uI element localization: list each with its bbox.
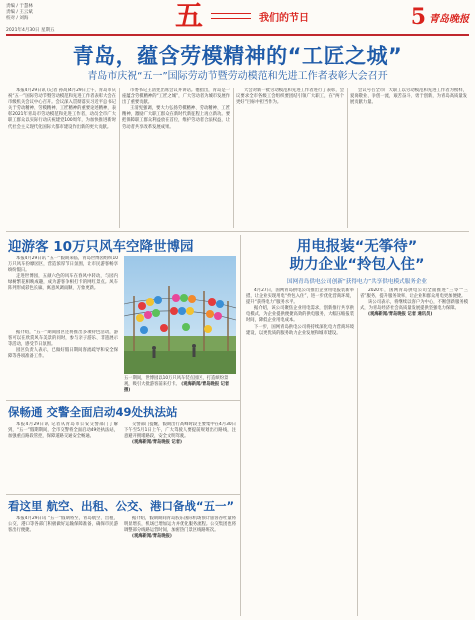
lead-paragraph: 会议号召全市广大职工以劳动模范和先进工作者为榜样，爱岗敬业、争创一流，艰苦奋斗、勇于创新，为青岛高质量发展贡献力量。	[350, 88, 467, 106]
traffic-paragraph: 交警部门提醒，假期出行高峰时段主要集中在4月30日下午至5月1日上午，广大驾驶人要提前规划出行路线，注意避开拥堵路段，安全文明驾驶。	[124, 422, 236, 440]
section-name: 我们的节日	[259, 12, 310, 24]
lead-column-2	[122, 88, 230, 228]
lead-column-3	[236, 88, 344, 228]
column-divider	[240, 235, 241, 616]
power-headline-line: 用电报装“无筝待”	[296, 239, 418, 255]
caption-text: 五一期间，世博园以10万只风车装点园区，打造缤纷景观，吸引大批游客前来打卡。	[124, 376, 229, 387]
transport-headline: 看这里 航空、出租、公交、港口备战“五一”	[8, 499, 235, 513]
power-headline-line: 助力企业“拎包入住”	[289, 257, 425, 273]
section-big-char: 五	[175, 0, 204, 32]
power-paragraph: 据介绍，该公司聚焦企业用电需求，创新推行共享供电模式，为企业提供便捷高效的供电服务，大幅压缩报装时间，降低企业用电成本。	[246, 306, 354, 324]
section-banner	[175, 2, 309, 30]
section-divider	[6, 400, 240, 401]
section-divider	[6, 494, 240, 495]
windmill-headline: 迎游客 10万只风车空降世博园	[8, 239, 194, 255]
windmill-paragraph: 本报4月29日讯 “五一”假期来临，青岛世博园组织10万只风车扮靡园区，营造浓厚节日氛围，让市民游客畅享缤纷假日。	[8, 256, 118, 274]
traffic-paragraph: 本报4月29日讯 记者从青岛市公安交警部门了解到，“五一”假期期间，全市交警将全面启动49处执法站，加强重点路段管控，保障道路交通安全畅通。	[8, 422, 118, 440]
column-divider	[357, 288, 358, 616]
lead-column-4	[350, 88, 467, 228]
column-divider	[233, 88, 234, 228]
lead-paragraph: 王清宪强调，要大力弘扬劳模精神、劳动精神、工匠精神，激励广大职工群众在新时代新征程上再立新功。要把保障职工群众利益放在首位，维护劳动者合法权益，让劳动者共享改革发展成果。	[122, 106, 230, 130]
traffic-column-1	[8, 422, 118, 490]
page-header	[0, 0, 475, 34]
transport-column-2	[124, 516, 236, 616]
editor-line: 责编 / 王云斌	[6, 10, 33, 15]
power-headline	[246, 238, 468, 274]
editor-credits	[6, 4, 33, 22]
editor-line: 校对 / 刘海	[6, 16, 29, 21]
windmill-photo-caption	[124, 376, 236, 394]
editor-line: 责编 / 于慧林	[6, 4, 33, 9]
banner-decoration	[211, 13, 251, 19]
windmill-illustration	[124, 256, 236, 374]
transport-credit: (观海新闻/青岛晚报)	[132, 534, 172, 540]
caption-credit: (观海新闻/青岛晚报 记者 摄)	[124, 382, 230, 393]
lead-paragraph: 大会对新一批劳动模范和先进工作者进行了表彰，会议要求全市各级工会组织要团结引领广大职工，在“两个更好”目标中担当作为。	[236, 88, 344, 106]
traffic-headline: 保畅通 交警全面启动49处执法站	[8, 405, 178, 419]
windmill-paragraph: 据介绍，“五一”期间园区还将推出多项特色活动，游客可以在欣赏风车美景的同时，参与亲子游乐、非遗展示等活动，感受节日氛围。	[8, 330, 118, 348]
column-divider	[119, 88, 120, 228]
power-subhead: 国网青岛供电公司创新“获得电力”共享供电模式服务企业	[286, 279, 428, 285]
lead-paragraph: 市委书记王清宪出席会议并讲话。他指出，青岛是一座蕴含劳模精神的“工匠之城”，广大劳动者为城市发展作出了重要贡献。	[122, 88, 230, 106]
windmill-photo	[124, 256, 236, 374]
transport-column-1	[8, 516, 118, 616]
transport-paragraph: 本报4月29日讯 “五一”假期将至，青岛航空、出租、公交、港口等各部门积极做好运输保障准备，确保市民游客出行便捷。	[8, 516, 118, 534]
traffic-credit: (观海新闻/青岛晚报 记者)	[132, 440, 182, 446]
lead-headline: 青岛，蕴含劳模精神的“工匠之城”	[72, 44, 403, 68]
power-paragraph: 下一步，国网青岛供电公司将持续深化电力营商环境建设，以更优质的服务助力企业发展和城市建设。	[246, 324, 354, 336]
column-divider	[347, 88, 348, 228]
lead-column-1	[8, 88, 116, 228]
page-masthead	[411, 4, 469, 30]
lead-paragraph: 本报4月29日讯 (记者 孙高)4月29日上午，青岛市庆祝“五一”国际劳动节暨劳动模范和先进工作者表彰大会在市级机关会议中心召开。会议深入贯彻落实习近平总书记关于劳动精神、劳模精神、工匠精神的重要论述精神，表彰2021年青岛市劳动模范和先进工作者，动员全市广大职工群众以实际行动庆祝建党100周年，为加快推进新时代社会主义现代化国际大都市建设作出新的更大贡献。	[8, 88, 116, 130]
power-column-1	[246, 288, 354, 616]
issue-date: 2021年4月30日 星期五	[6, 28, 55, 33]
header-rule	[6, 34, 469, 36]
windmill-column-2	[8, 330, 118, 396]
power-paragraph: 4月27日，国网青岛供电公司推出企业用电报装新举措，让企业实现用电“拎包入住”，进一步优化营商环境，提升“获得电力”服务水平。	[246, 288, 354, 306]
paper-name: 青岛晚报	[429, 13, 469, 25]
traffic-column-2	[124, 422, 236, 490]
power-paragraph: 2020年，国网青岛供电公司全面推进“三零”“三省”服务，提升服务效率，让企业和群众用电更加便捷。	[360, 288, 468, 300]
windmill-paragraph: 园区负责人表示，已做好假日期间客流疏导和安全保障等各项准备工作。	[8, 348, 118, 360]
power-credit: (观海新闻/青岛晚报 记者 通讯员)	[368, 312, 433, 318]
page-number: 5	[410, 4, 426, 30]
windmill-paragraph: 走进世博园，五颜六色的风车在春风中转动，与园内绿树繁花相映成趣，成为游客争相打卡的网红景点。风车阵列形成彩色长廊，寓意风调雨顺、万象更新。	[8, 274, 118, 292]
transport-paragraph: 据介绍，假期期间青岛胶东国际机场预计旅客吞吐量将明显增长，机场已增加运力并优化服务流程。公交集团也将调整部分线路运营时间，加密热门景区线路班次。	[124, 516, 236, 534]
power-column-2	[360, 288, 468, 616]
section-divider	[6, 231, 469, 232]
power-paragraph: 该公司表示，将继续以客户为中心，不断创新服务模式，为青岛经济社会高质量发展提供坚强电力保障。	[360, 300, 468, 312]
lead-subhead: 青岛市庆祝“五一”国际劳动节暨劳动模范和先进工作者表彰大会召开	[87, 71, 388, 82]
